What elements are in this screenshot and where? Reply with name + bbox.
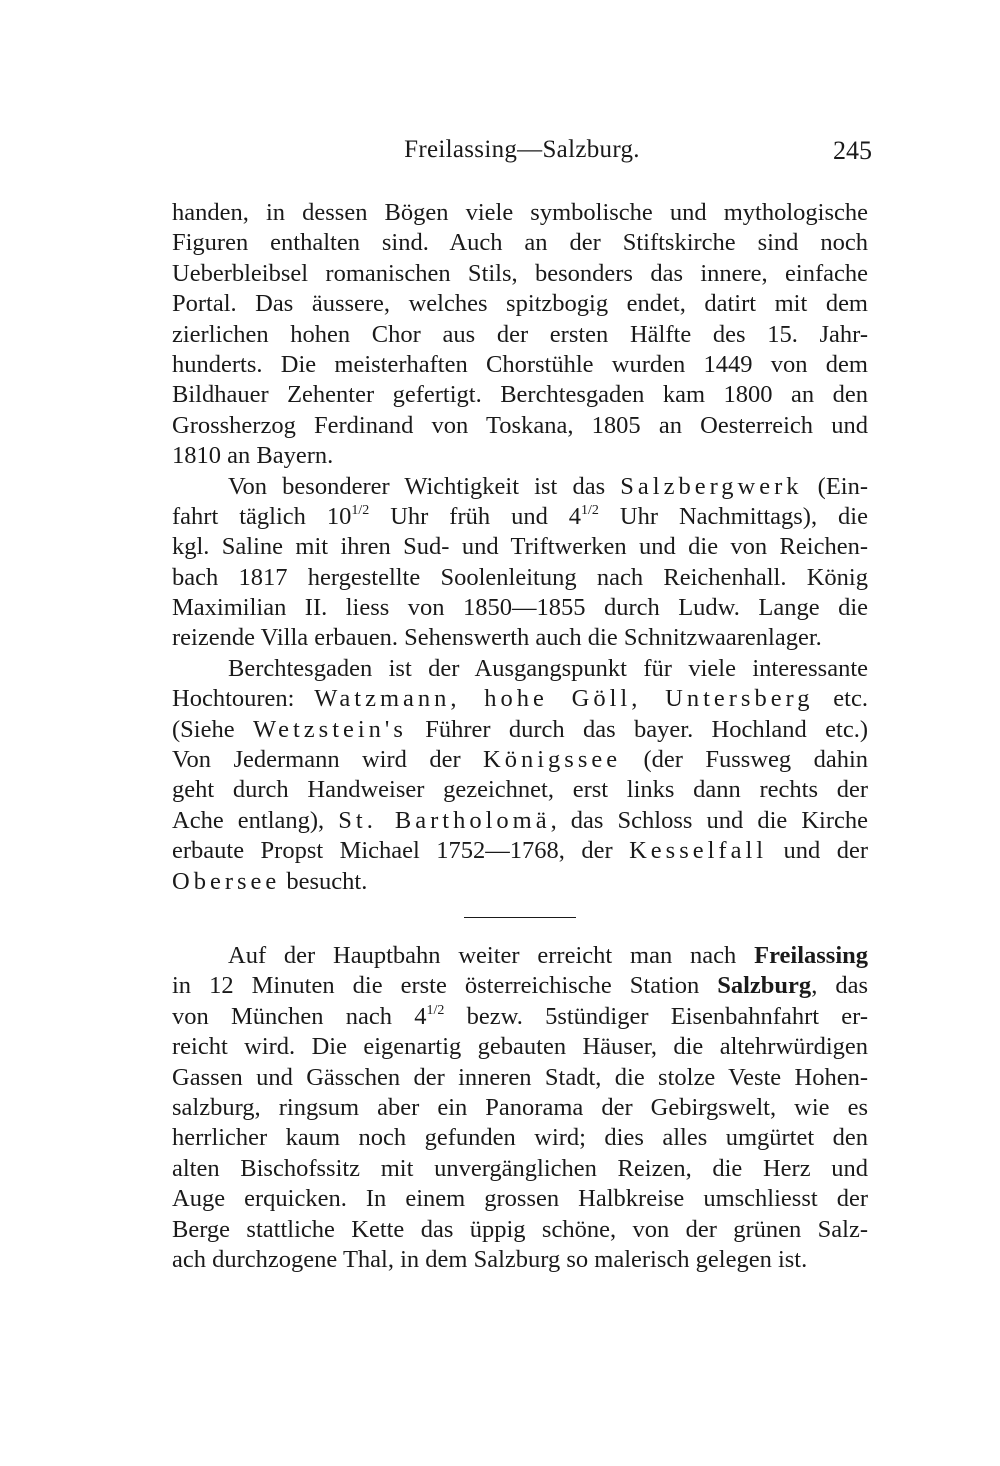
spaced-emphasis: Watzmann, hohe Göll, Untersberg [314,685,814,713]
text-line [172,380,868,410]
paragraph [172,198,868,472]
spaced-emphasis: Königssee [483,746,622,774]
text-line [172,1032,868,1062]
text-line [172,806,868,836]
text-line [172,228,868,258]
text-run: Auf der Hauptbahn weiter erreicht man nach [228,941,755,969]
text-run: (Siehe [172,715,253,743]
text-run: 1810 an Bayern. [172,442,334,470]
fraction-superscript: 1/2 [426,1002,445,1018]
text-run: Von besonderer Wichtigkeit ist das [228,472,621,500]
divider-rule [464,917,576,918]
text-line [172,684,868,714]
text-run: Berchtesgaden ist der Ausgangspunkt für viele interessante [228,654,868,682]
text-line [172,411,868,441]
spaced-emphasis: Kesselfall [629,837,768,865]
fraction-superscript: 1/2 [351,502,370,518]
text-line [172,593,868,623]
text-line [172,502,868,532]
text-run: (Ein- [802,472,868,500]
text-line [172,1002,868,1032]
text-line [172,259,868,289]
text-run: besucht. [280,867,368,895]
text-run: , das Schloss und die Kirche [550,806,868,834]
text-run: salzburg, ringsum aber ein Panorama der Gebirgswelt, wie es [172,1093,868,1121]
text-run: Auge erquicken. In einem grossen Halbkreise umschliesst der [172,1185,868,1213]
text-run: zierlichen hohen Chor aus der ersten Hälfte des 15. Jahr- [172,320,868,348]
spaced-emphasis: Obersee [172,867,281,895]
text-run: Von Jedermann wird der [172,746,484,774]
text-line [172,775,868,805]
text-run: reicht wird. Die eigenartig gebauten Häuser, die altehrwürdigen [172,1033,868,1061]
text-line [172,867,868,897]
text-run: Ueberbleibsel romanischen Stils, besonders das innere, einfache [172,259,868,287]
body-text [172,198,868,1275]
text-run: von München nach 4 [172,1002,427,1030]
text-line [172,836,868,866]
text-line [172,1154,868,1184]
bold-place-name: Freilassing [754,941,868,969]
section-divider [172,897,868,941]
text-run: Figuren enthalten sind. Auch an der Stiftskirche sind noch [172,229,868,257]
text-line [172,1063,868,1093]
text-run: ach durchzogene Thal, in dem Salzburg so malerisch gelegen ist. [172,1245,808,1273]
paragraph [172,941,868,1275]
bold-place-name: Salzburg [717,972,812,1000]
text-run: Ache entlang), [172,806,339,834]
text-run: Gassen und Gässchen der inneren Stadt, die stolze Veste Hohen- [172,1063,868,1091]
text-line [172,941,868,971]
text-line [172,563,868,593]
paragraph [172,654,868,897]
text-line [172,198,868,228]
text-run: Hochtouren: [172,685,315,713]
text-run: bezw. 5stündiger Eisenbahnfahrt er- [444,1002,868,1030]
text-run: handen, in dessen Bögen viele symbolische und mythologische [172,199,868,226]
text-run: Führer durch das bayer. Hochland etc.) [406,715,868,743]
text-run: Grossherzog Ferdinand von Toskana, 1805 an Oesterreich und [172,411,868,439]
text-run: und der [767,837,868,865]
text-line [172,1093,868,1123]
text-run: , das [811,972,868,1000]
text-line [172,654,868,684]
text-run: Uhr Nachmittags), die [598,502,868,530]
text-line [172,289,868,319]
text-run: herrlicher kaum noch gefunden wird; dies alles umgürtet den [172,1124,868,1152]
spaced-emphasis: St. Bartholomä [338,806,551,834]
text-line [172,1123,868,1153]
text-run: alten Bischofssitz mit unvergänglichen Reizen, die Herz und [172,1154,868,1182]
text-run: etc. [813,685,868,713]
text-line [172,350,868,380]
spaced-emphasis: Salzbergwerk [620,472,803,500]
text-line [172,745,868,775]
text-run: fahrt täglich 10 [172,502,352,530]
text-line [172,1245,868,1275]
text-line [172,715,868,745]
text-run: Portal. Das äussere, welches spitzbogig endet, datirt mit dem [172,290,868,318]
text-run: hunderts. Die meisterhaften Chorstühle wurden 1449 von dem [172,350,868,378]
text-line [172,623,868,653]
text-line [172,532,868,562]
text-run: Maximilian II. liess von 1850—1855 durch Ludw. Lange die [172,594,868,622]
text-line [172,971,868,1001]
text-line [172,320,868,350]
text-run: geht durch Handweiser gezeichnet, erst links dann rechts der [172,776,868,804]
page-number: 245 [833,136,872,165]
running-header [172,136,872,176]
text-line [172,1184,868,1214]
paragraph [172,472,868,654]
fraction-superscript: 1/2 [581,502,599,518]
text-run: kgl. Saline mit ihren Sud- und Triftwerken und die von Reichen- [172,533,868,561]
text-line [172,472,868,502]
text-run: reizende Villa erbauen. Sehenswerth auch die Schnitzwaarenlager. [172,624,822,652]
text-run: (der Fussweg dahin [621,746,868,774]
header-title: Freilassing—Salzburg. [404,136,640,163]
spaced-emphasis: Wetzstein's [252,715,407,743]
text-run: Uhr früh und 4 [369,502,582,530]
text-run: Bildhauer Zehenter gefertigt. Berchtesgaden kam 1800 an den [172,381,868,409]
text-line [172,1215,868,1245]
text-line [172,441,868,471]
text-run: bach 1817 hergestellte Soolenleitung nach Reichenhall. König [172,563,868,591]
text-run: in 12 Minuten die erste österreichische Station [172,972,718,1000]
text-run: Berge stattliche Kette das üppig schöne, von der grünen Salz- [172,1215,868,1243]
text-run: erbaute Propst Michael 1752—1768, der [172,837,630,865]
